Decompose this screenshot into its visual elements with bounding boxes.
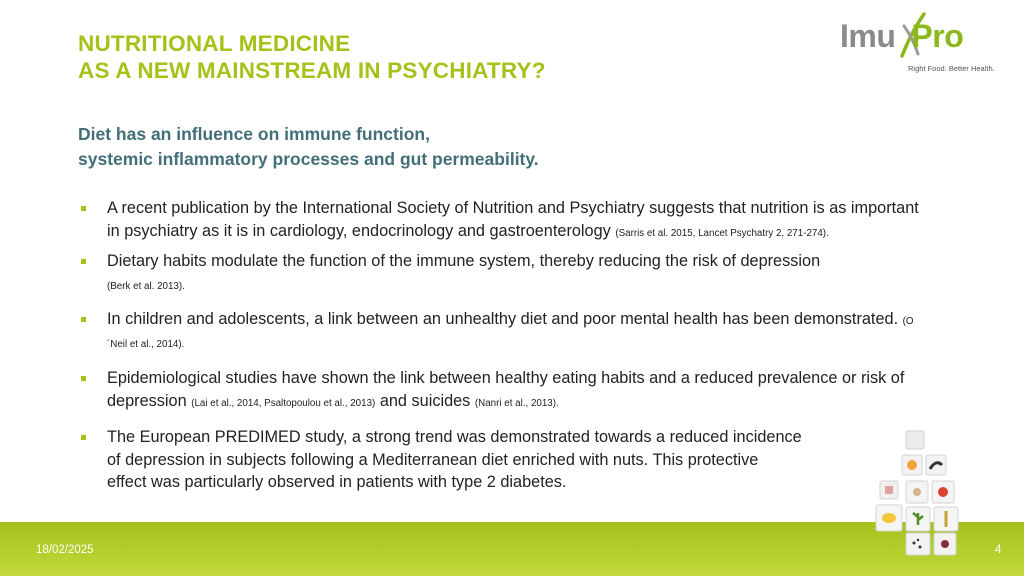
logo-pro-text: Pro: [911, 18, 964, 54]
list-item: [78, 426, 928, 494]
cube-tomato-icon: [932, 481, 954, 503]
bullet-marker-icon: [81, 259, 86, 264]
food-cubes-illustration: [858, 425, 978, 560]
cube-berry-icon: [934, 533, 956, 555]
slide-subtitle: [78, 122, 539, 172]
title-line-2: AS A NEW MAINSTREAM IN PSYCHIATRY?: [78, 58, 546, 83]
cube-herb-icon: [906, 507, 930, 531]
bullet-line-2: of depression in subjects following a Mediterranean diet enriched with nuts. This protective: [107, 450, 759, 469]
imupro-logo: [840, 12, 995, 78]
bullet-reference: (Lai et al., 2014, Psaltopoulou et al., 2013): [191, 397, 376, 409]
bullet-marker-icon: [81, 435, 86, 440]
bullet-text: A recent publication by the International Society of Nutrition and Psychiatry suggests that nutrition is as important in psychiatry as it is in cardiology, endocrinology and gastroenterology: [107, 199, 919, 240]
bullet-line-3: effect was particularly observed in patients with type 2 diabetes.: [107, 473, 567, 491]
page-number: 4: [995, 544, 1002, 556]
cube-wheat-icon: [934, 507, 958, 531]
logo-tagline: Right Food. Better Health.: [908, 64, 995, 73]
bullet-line-1: The European PREDIMED study, a strong trend was demonstrated towards a reduced incidence: [107, 428, 802, 446]
list-item: [78, 308, 928, 353]
cube-pepper-icon: [906, 533, 930, 555]
cube-orange-icon: [902, 455, 922, 475]
footer-date: 18/02/2025: [36, 544, 94, 556]
cube-grain-icon: [906, 481, 928, 503]
cube-dark-icon: [926, 455, 946, 475]
cube-lemon-icon: [876, 505, 902, 531]
bullet-reference: (Berk et al. 2013).: [107, 280, 185, 292]
list-item: [78, 250, 928, 295]
cube-small-left-icon: [880, 481, 898, 499]
subtitle-line-1: Diet has an influence on immune function,: [78, 124, 430, 144]
list-item: [78, 367, 928, 412]
bullet-reference: (Sarris et al. 2015, Lancet Psychatry 2, 271-274).: [615, 227, 829, 239]
bullet-text: In children and adolescents, a link between an unhealthy diet and poor mental health has been demonstrated.: [107, 310, 899, 328]
subtitle-line-2: systemic inflammatory processes and gut permeability.: [78, 149, 539, 169]
bullet-marker-icon: [81, 376, 86, 381]
list-item: [78, 197, 928, 242]
bullet-marker-icon: [81, 317, 86, 322]
bullet-text: Dietary habits modulate the function of the immune system, thereby reducing the risk of depression: [107, 252, 821, 270]
bullet-text-continued: and suicides: [379, 391, 471, 410]
bullet-marker-icon: [81, 206, 86, 211]
bullet-list: [78, 197, 928, 494]
slide-title: [78, 30, 546, 84]
cube-top-icon: [906, 431, 924, 449]
logo-imu-text: Imu: [840, 18, 896, 54]
bullet-reference-2: (Nanri et al., 2013).: [474, 397, 559, 409]
title-line-1: NUTRITIONAL MEDICINE: [78, 31, 351, 56]
bullet-reference: (O´Neil et al., 2014).: [107, 316, 914, 350]
bullet-text: Epidemiological studies have shown the link between healthy eating habits and a reduced prevalence or risk of depression: [107, 369, 905, 410]
